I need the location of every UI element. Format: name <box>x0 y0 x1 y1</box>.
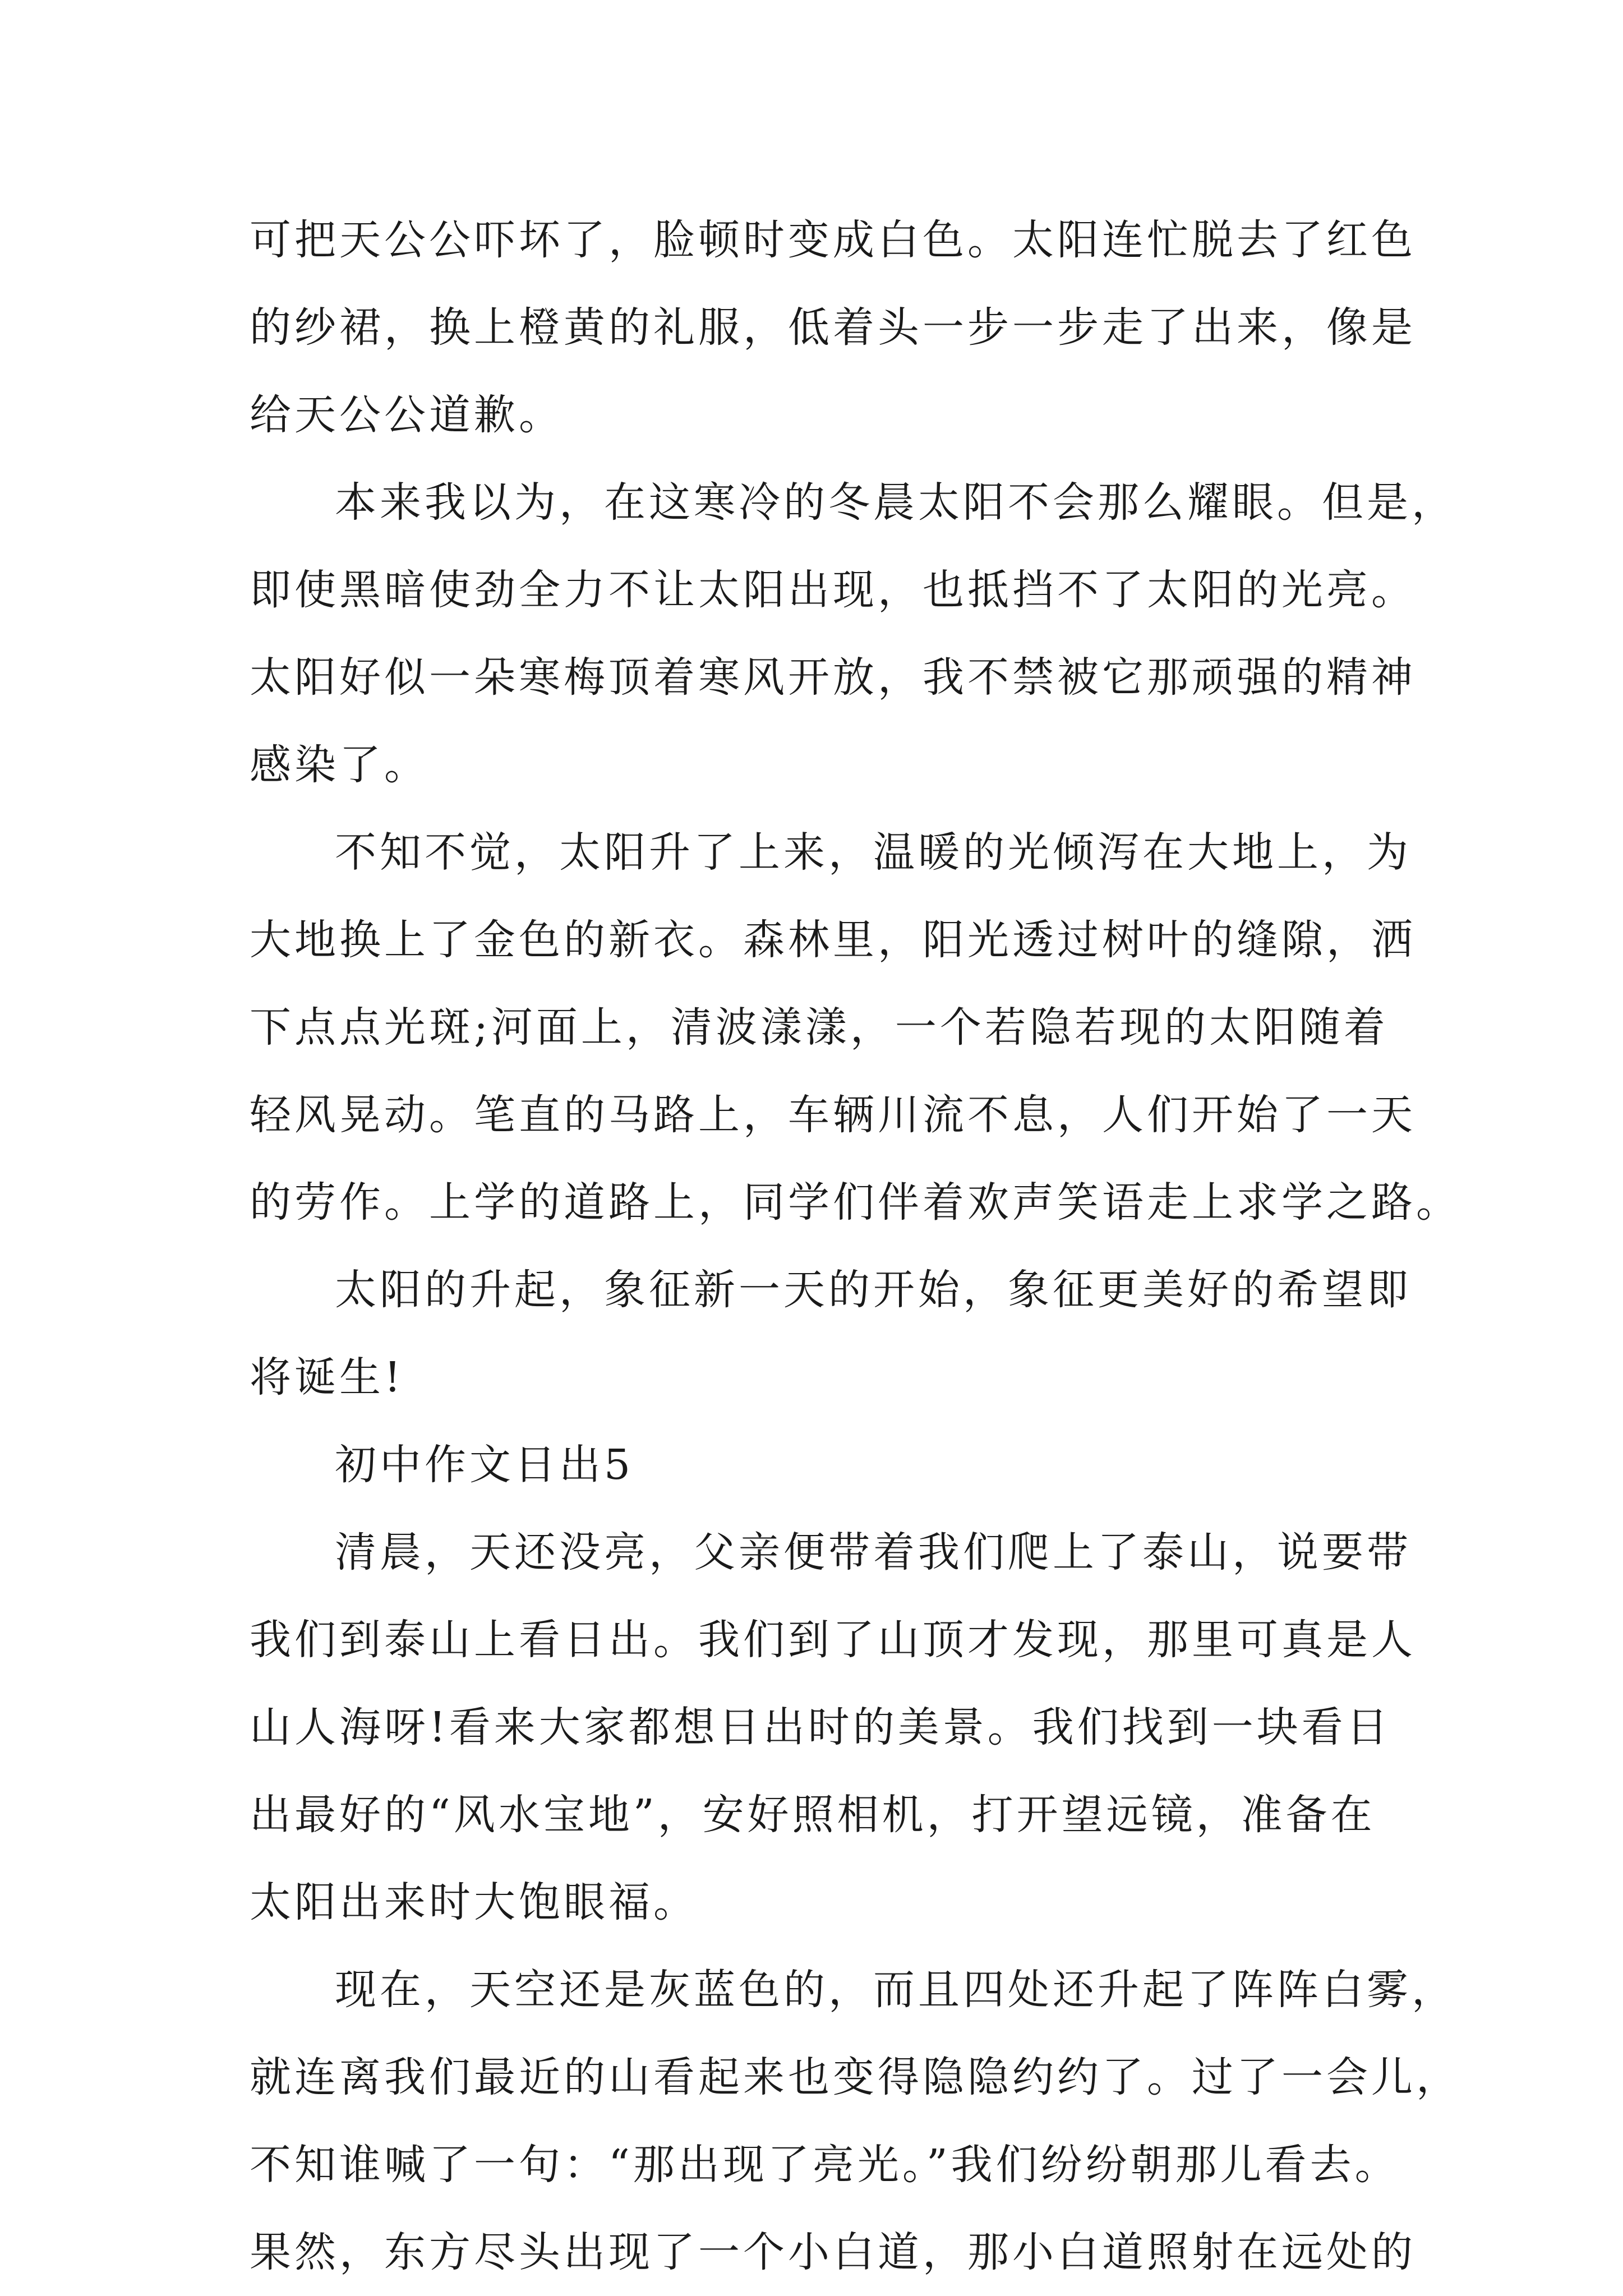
text-line: 果然，东方尽头出现了一个小白道，那小白道照射在远处的 <box>250 2228 1416 2276</box>
text-line: 即使黑暗使劲全力不让太阳出现，也抵挡不了太阳的光亮。 <box>250 566 1416 614</box>
text-line: 的劳作。上学的道路上，同学们伴着欢声笑语走上求学之路。 <box>250 1178 1461 1227</box>
text-line: 给天公公道歉。 <box>250 391 564 439</box>
text-line: 出最好的“风水宝地”，安好照相机，打开望远镜，准备在 <box>250 1791 1376 1839</box>
essay-body <box>250 196 1461 2296</box>
text-line: 我们到泰山上看日出。我们到了山顶才发现，那里可真是人 <box>250 1616 1416 1664</box>
text-line: 的纱裙，换上橙黄的礼服，低着头一步一步走了出来，像是 <box>250 303 1416 352</box>
text-line: 就连离我们最近的山看起来也变得隐隐约约了。过了一会儿， <box>250 2053 1461 2101</box>
paragraph-start-line: 不知不觉，太阳升了上来，温暖的光倾泻在大地上，为 <box>335 828 1412 877</box>
section-heading: 初中作文日出5 <box>335 1441 634 1489</box>
text-line: 不知谁喊了一句：“那出现了亮光。”我们纷纷朝那儿看去。 <box>250 2141 1400 2189</box>
text-line: 感染了。 <box>250 741 429 789</box>
text-line: 将诞生! <box>250 1353 404 1401</box>
text-line: 太阳好似一朵寒梅顶着寒风开放，我不禁被它那顽强的精神 <box>250 653 1416 702</box>
text-line: 山人海呀!看来大家都想日出时的美景。我们找到一块看日 <box>250 1703 1391 1751</box>
text-line: 大地换上了金色的新衣。森林里，阳光透过树叶的缝隙，洒 <box>250 916 1416 964</box>
paragraph-start-line: 本来我以为，在这寒冷的冬晨太阳不会那么耀眼。但是， <box>335 478 1456 527</box>
paragraph-start-line: 太阳的升起，象征新一天的开始，象征更美好的希望即 <box>335 1266 1412 1314</box>
text-line: 轻风晃动。笔直的马路上，车辆川流不息，人们开始了一天 <box>250 1091 1416 1139</box>
text-line: 可把天公公吓坏了，脸顿时变成白色。太阳连忙脱去了红色 <box>250 216 1416 264</box>
paragraph-start-line: 清晨，天还没亮，父亲便带着我们爬上了泰山，说要带 <box>335 1528 1412 1576</box>
text-line: 太阳出来时大饱眼福。 <box>250 1878 698 1926</box>
paragraph-start-line: 现在，天空还是灰蓝色的，而且四处还升起了阵阵白雾， <box>335 1966 1456 2014</box>
text-line: 下点点光斑;河面上，清波漾漾，一个若隐若现的太阳随着 <box>250 1003 1389 1052</box>
